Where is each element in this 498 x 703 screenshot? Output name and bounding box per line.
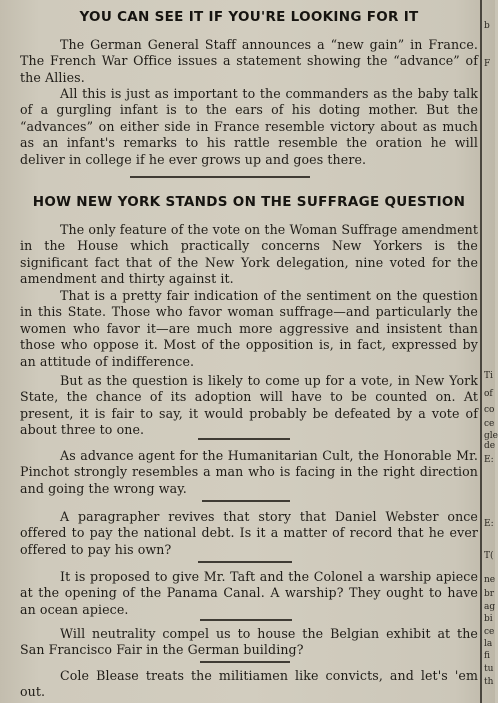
fragment-text: co xyxy=(484,405,495,415)
fragment-text: fi xyxy=(484,651,491,661)
paragraph-warship: It is proposed to give Mr. Taft and the Colonel a warship apiece at the opening of the Panama Canal. A warship? They ought to have an ocean apiece. xyxy=(20,569,478,617)
paragraph-general-staff: The German General Staff announces a “new gain” in France. The French War Office issues a statement showing the “advance” of the Allies. xyxy=(20,37,478,85)
fragment-text: F xyxy=(484,59,491,69)
divider-rule xyxy=(198,438,290,440)
fragment-text: ag xyxy=(484,602,496,612)
divider-rule xyxy=(198,561,292,563)
fragment-text: ce xyxy=(484,627,495,637)
fragment-text: T( xyxy=(484,551,494,561)
divider-rule xyxy=(130,176,310,178)
headline-looking-for-it: YOU CAN SEE IT IF YOU'RE LOOKING FOR IT xyxy=(79,9,419,25)
fragment-text: tu xyxy=(484,664,494,674)
paragraph-webster: A paragrapher revives that story that Daniel Webster once offered to pay the national debt. Is it a matter of record that he ever offered to pay his own? xyxy=(20,509,478,557)
fragment-text: de xyxy=(484,441,496,451)
editorial-column xyxy=(20,0,478,703)
fragment-text: br xyxy=(484,589,495,599)
headline-suffrage: HOW NEW YORK STANDS ON THE SUFFRAGE QUESTION xyxy=(32,194,466,210)
adjacent-column-fragments xyxy=(483,0,498,703)
paragraph-baby-talk: All this is just as important to the commanders as the baby talk of a gurgling infant is to the ears of his doting mother. But the “advances” on either side in France resemble victory about as much as an infant's remarks to his rattle resemble the oration he will deliver in college if he ever grows up and goes there. xyxy=(20,86,478,167)
paragraph-pinchot: As advance agent for the Humanitarian Cult, the Honorable Mr. Pinchot strongly resembles a man who is facing in the right direction and going the wrong way. xyxy=(20,448,478,496)
fragment-text: gle xyxy=(484,431,498,441)
fragment-text: Ti xyxy=(484,371,493,381)
paragraph-three-to-one: But as the question is likely to come up for a vote, in New York State, the chance of its adoption will have to be counted on. At present, it is fair to say, it would probably be defeated by a vote of about three to one. xyxy=(20,373,478,438)
fragment-text: b xyxy=(484,21,490,31)
paragraph-blease: Cole Blease treats the militiamen like convicts, and let's 'em out. xyxy=(20,668,478,700)
fragment-text: th xyxy=(484,677,494,687)
fragment-text: E: xyxy=(484,455,494,465)
divider-rule xyxy=(202,500,290,502)
fragment-text: la xyxy=(484,639,493,649)
fragment-text: ce xyxy=(484,419,495,429)
fragment-text: of xyxy=(484,389,493,399)
divider-rule xyxy=(200,619,292,621)
fragment-text: bi xyxy=(484,614,493,624)
fragment-text: E: xyxy=(484,519,494,529)
paragraph-sentiment: That is a pretty fair indication of the sentiment on the question in this State. Those who favor woman suffrage—and particularly the women who favor it—are much more aggressive and insistent than those who oppose it. Most of the opposition is, in fact, expressed by an attitude of indifference. xyxy=(20,288,478,369)
column-rule xyxy=(480,0,482,703)
paragraph-neutrality: Will neutrality compel us to house the Belgian exhibit at the San Francisco Fair in the German building? xyxy=(20,626,478,658)
paragraph-suffrage-vote: The only feature of the vote on the Woman Suffrage amendment in the House which practically concerns New Yorkers is the significant fact that of the New York delegation, nine voted for the amendment and thirty against it. xyxy=(20,222,478,287)
divider-rule xyxy=(200,661,290,663)
fragment-text: ne xyxy=(484,575,496,585)
